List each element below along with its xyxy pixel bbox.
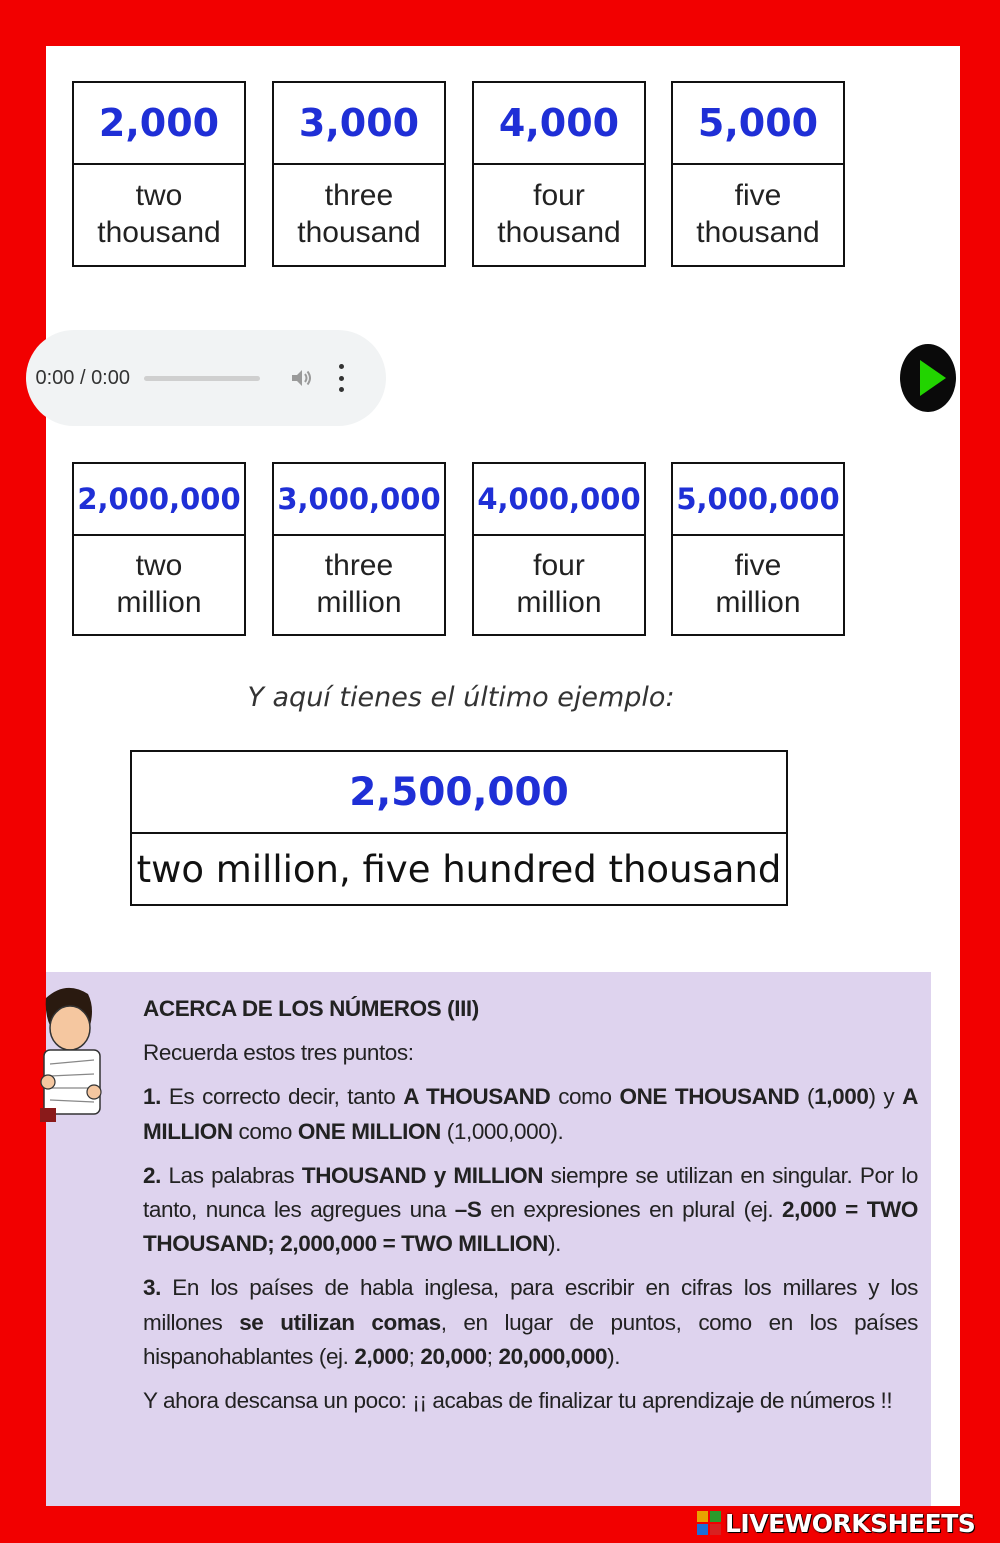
audio-progress-slider[interactable] [144,376,260,381]
number-word-line: three [324,549,394,583]
number-card [671,462,845,636]
number-word-line: thousand [297,216,421,249]
number-word-line: three [324,179,394,213]
number-word-line: thousand [97,216,221,249]
number-words [474,165,644,265]
number-card [72,462,246,636]
number-words [673,165,843,265]
number-words [474,536,644,634]
worksheet [35,46,960,1506]
example-caption: Y aquí tienes el último ejemplo: [247,682,675,713]
number-word-line: million [516,586,602,619]
more-options-icon[interactable] [336,364,346,392]
liveworksheets-brand [697,1508,975,1538]
volume-icon[interactable] [288,365,314,391]
number-word-line: million [715,586,801,619]
number-word-line: two [135,179,183,213]
number-words [274,165,444,265]
reading-person-illustration [36,980,106,1130]
audio-player[interactable] [26,330,386,426]
number-words [74,165,244,265]
number-figure: 4,000,000 [474,464,644,536]
number-card [472,462,646,636]
number-word-line: million [116,586,202,619]
note-title: ACERCA DE LOS NÚMEROS (III) [143,996,479,1021]
note-intro: Recuerda estos tres puntos: [143,1040,414,1066]
brand-name: LIVEWORKSHEETS [725,1508,976,1538]
number-figure: 3,000,000 [274,464,444,536]
liveworksheets-logo-icon [697,1511,721,1535]
audio-time: 0:00 / 0:00 [35,366,130,389]
info-note [46,972,931,1506]
number-words [274,536,444,634]
number-figure: 5,000,000 [673,464,843,536]
example-card [130,750,788,906]
note-point-3: 3. En los países de habla inglesa, para escribir en cifras los millares y los millones se utilizan comas, en lugar de puntos, como en los países hispanohablantes (ej. 2,000; 20,000; 20,000,000). [143,1275,918,1369]
number-card [472,81,646,267]
number-word-line: five [734,549,782,583]
number-words [673,536,843,634]
number-figure: 2,000 [74,83,244,165]
number-word-line: thousand [497,216,621,249]
number-word-line: thousand [696,216,820,249]
number-card [72,81,246,267]
number-word-line: five [734,179,782,213]
number-figure: 3,000 [274,83,444,165]
number-card [272,462,446,636]
example-words: two million, five hundred thousand [136,847,782,891]
note-point-1: 1. Es correcto decir, tanto A THOUSAND como ONE THOUSAND (1,000) y A MILLION como ONE MILLION (1,000,000). [143,1084,918,1144]
number-card [272,81,446,267]
number-card [671,81,845,267]
number-figure: 2,000,000 [74,464,244,536]
number-word-line: two [135,549,183,583]
note-point-2: 2. Las palabras THOUSAND y MILLION siempre se utilizan en singular. Por lo tanto, nunca les agregues una –S en expresiones en plural (ej. 2,000 = TWO THOUSAND; 2,000,000 = TWO MILLION). [143,1162,918,1257]
number-figure: 4,000 [474,83,644,165]
play-icon[interactable] [899,343,957,413]
note-closing: Y ahora descansa un poco: ¡¡ acabas de finalizar tu aprendizaje de números !! [143,1387,893,1413]
number-word-line: four [533,179,585,213]
note-content [143,992,918,1428]
number-figure: 5,000 [673,83,843,165]
number-words [74,536,244,634]
number-word-line: four [533,549,585,583]
number-word-line: million [316,586,402,619]
example-number: 2,500,000 [132,752,786,834]
